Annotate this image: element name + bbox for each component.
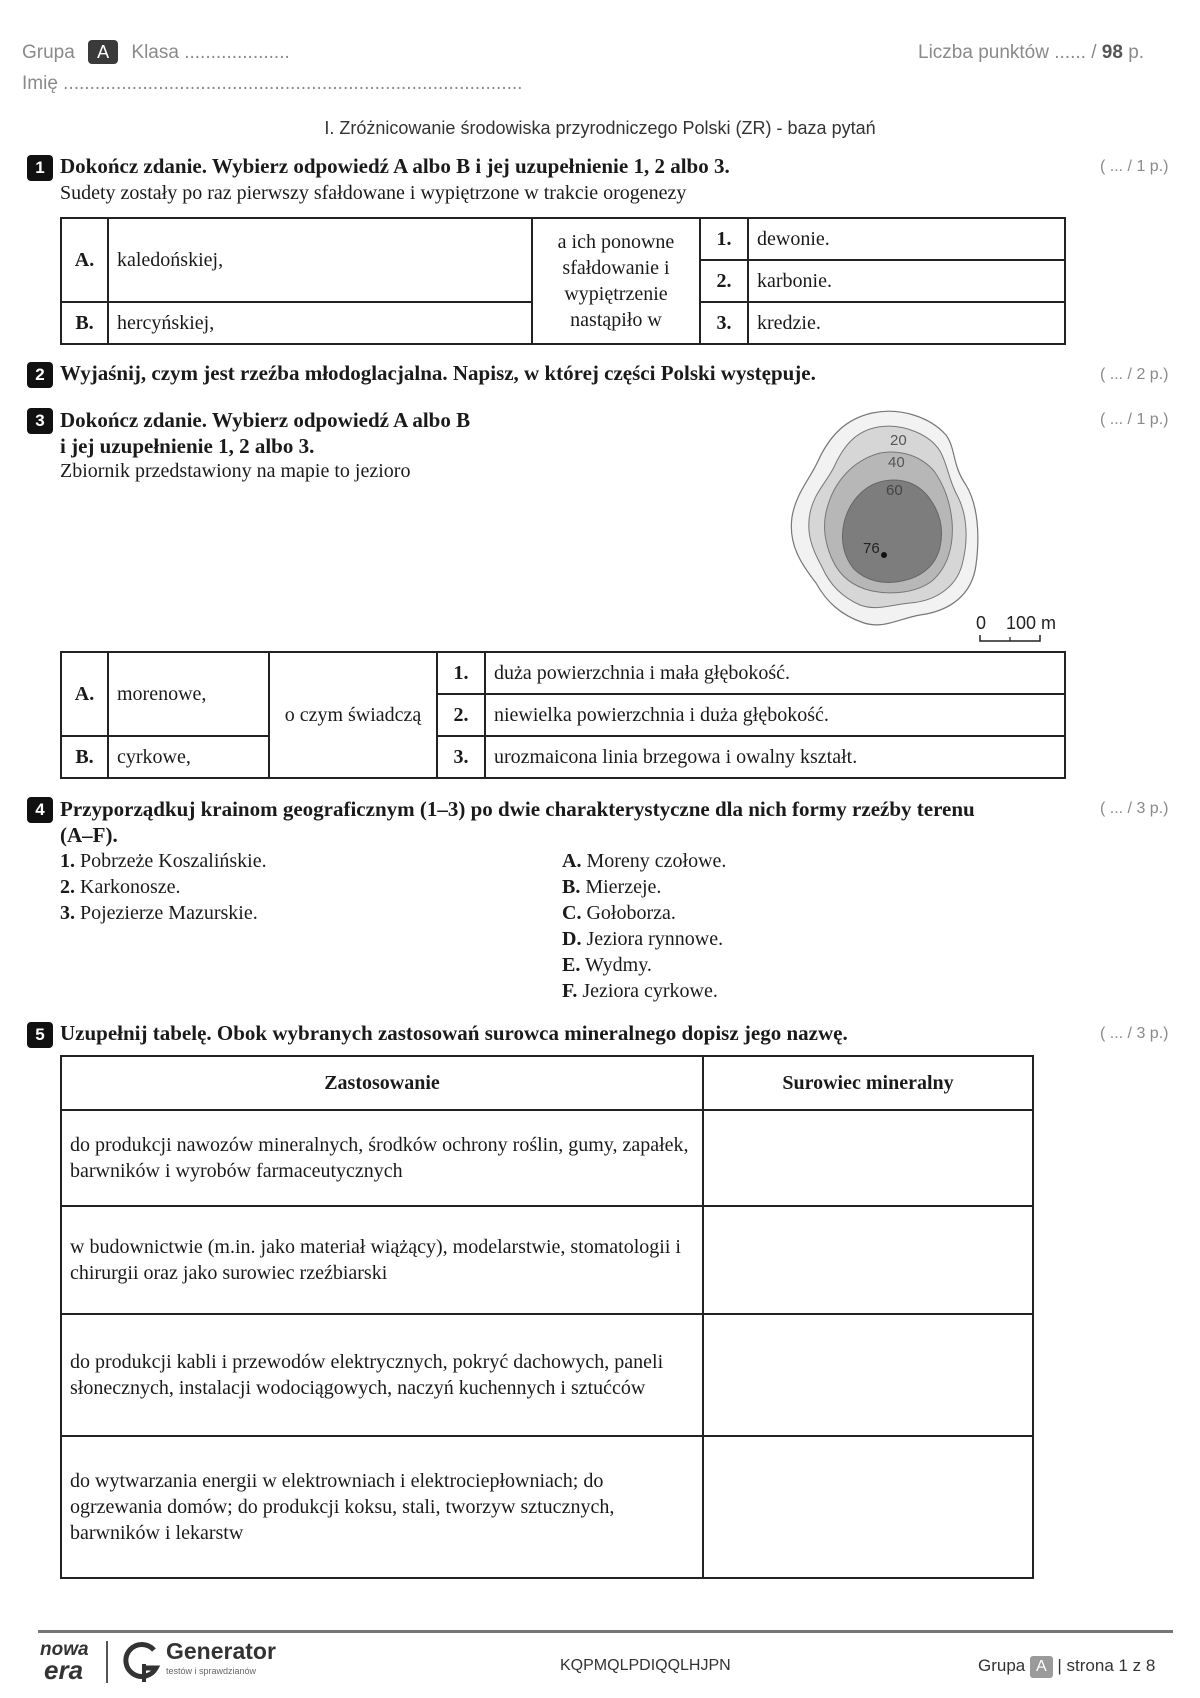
deepest-point: [881, 552, 887, 558]
option-b-text[interactable]: cyrkowe,: [108, 736, 269, 778]
question-2-text: Wyjaśnij, czym jest rzeźba młodoglacjalna. Napisz, w której części Polski występuje.: [60, 361, 816, 385]
option-a-label[interactable]: A.: [61, 652, 108, 736]
page-number: | strona 1 z 8: [1057, 1656, 1156, 1675]
option-a-text[interactable]: kaledońskiej,: [108, 218, 532, 302]
question-1-number: 1: [27, 155, 53, 181]
generator-name: Generator: [166, 1638, 276, 1664]
footer-divider: [38, 1630, 1173, 1633]
group-label: Grupa: [22, 42, 75, 63]
landforms-list: [562, 848, 726, 1004]
option-a-label[interactable]: A.: [61, 218, 108, 302]
completion-3-text[interactable]: urozmaicona linia brzegowa i owalny kształt.: [485, 736, 1065, 778]
question-3-text-line2: i jej uzupełnienie 1, 2 albo 3.: [60, 434, 315, 458]
list-item: A. Moreny czołowe.: [562, 850, 727, 872]
question-4-text-line2: (A–F).: [60, 823, 118, 847]
completion-3-text[interactable]: kredzie.: [748, 302, 1065, 344]
completion-1-text[interactable]: duża powierzchnia i mała głębokość.: [485, 652, 1065, 694]
points-total: [918, 42, 1144, 64]
list-item: 3. Pojezierze Mazurskie.: [60, 902, 258, 924]
question-3-middle: o czym świadczą: [269, 652, 437, 778]
isobath-20-label: 20: [890, 432, 907, 449]
scale-label: 100 m: [1006, 613, 1057, 633]
completion-1-text[interactable]: dewonie.: [748, 218, 1065, 260]
question-5-text: Uzupełnij tabelę. Obok wybranych zastosowań surowca mineralnego dopisz jego nazwę.: [60, 1021, 848, 1045]
completion-2-label[interactable]: 2.: [437, 694, 485, 736]
isobath-40-label: 40: [888, 454, 905, 471]
use-cell: do wytwarzania energii w elektrowniach i elektrociepłowniach; do ogrzewania domów; do produkcji koksu, stali, tworzyw sztucznych, barwników i lekarstw: [61, 1436, 703, 1578]
points-label: Liczba punktów ...... /: [918, 42, 1097, 63]
question-3-table: [60, 651, 1066, 779]
completion-3-label[interactable]: 3.: [437, 736, 485, 778]
completion-1-label[interactable]: 1.: [700, 218, 748, 260]
question-2-points: ( ... / 2 p.): [1100, 366, 1169, 383]
points-unit: p.: [1128, 42, 1145, 63]
scale-zero: 0: [976, 613, 987, 633]
list-item: B. Mierzeje.: [562, 876, 662, 898]
isobath-60-label: 60: [886, 482, 903, 499]
points-max: 98: [1101, 42, 1123, 63]
table-row: [61, 1436, 1033, 1578]
table-row: [61, 1110, 1033, 1206]
footer-group-badge: A: [1030, 1656, 1053, 1678]
answer-cell[interactable]: [703, 1206, 1033, 1314]
completion-2-text[interactable]: karbonie.: [748, 260, 1065, 302]
question-4-text: [60, 796, 975, 848]
use-cell: do produkcji kabli i przewodów elektrycznych, pokryć dachowych, paneli słonecznych, instalacji wodociągowych, naczyń kuchennych i sztućców: [61, 1314, 703, 1436]
use-cell: w budownictwie (m.in. jako materiał wiążący), modelarstwie, stomatologii i chirurgii oraz jako surowiec rzeźbiarski: [61, 1206, 703, 1314]
question-4-text-line1: Przyporządkuj krainom geograficznym (1–3) po dwie charakterystyczne dla nich formy rzeźby terenu: [60, 797, 975, 821]
class-field[interactable]: Klasa ....................: [131, 42, 290, 63]
logo-separator: [106, 1641, 108, 1683]
answer-cell[interactable]: [703, 1314, 1033, 1436]
question-3-stem: Zbiornik przedstawiony na mapie to jezioro: [60, 460, 411, 482]
page-title: I. Zróżnicowanie środowiska przyrodniczego Polski (ZR) - baza pytań: [324, 118, 876, 138]
table-row: [61, 1314, 1033, 1436]
generator-subtitle: testów i sprawdzianów: [166, 1666, 257, 1676]
question-1-points: ( ... / 1 p.): [1100, 158, 1169, 175]
question-1-middle: a ich ponowne sfałdowanie i wypiętrzenie nastąpiło w: [532, 218, 700, 344]
completion-2-text[interactable]: niewielka powierzchnia i duża głębokość.: [485, 694, 1065, 736]
use-cell: do produkcji nawozów mineralnych, środków ochrony roślin, gumy, zapałek, barwników i wyrobów farmaceutycznych: [61, 1110, 703, 1206]
generator-logo-icon: [122, 1640, 162, 1684]
option-b-text[interactable]: hercyńskiej,: [108, 302, 532, 344]
question-5-number: 5: [27, 1022, 53, 1048]
question-2-number: 2: [27, 362, 53, 388]
answer-cell[interactable]: [703, 1110, 1033, 1206]
list-item: E. Wydmy.: [562, 954, 652, 976]
group-badge: A: [88, 40, 118, 64]
list-item: F. Jeziora cyrkowe.: [562, 980, 718, 1002]
table-row: [61, 1206, 1033, 1314]
document-code: KQPMQLPDIQQLHJPN: [560, 1657, 731, 1674]
regions-list: [60, 848, 267, 926]
question-5-points: ( ... / 3 p.): [1100, 1025, 1169, 1042]
option-a-text[interactable]: morenowe,: [108, 652, 269, 736]
completion-1-label[interactable]: 1.: [437, 652, 485, 694]
question-3-text-line1: Dokończ zdanie. Wybierz odpowiedź A albo B: [60, 408, 471, 432]
completion-3-label[interactable]: 3.: [700, 302, 748, 344]
list-item: 2. Karkonosze.: [60, 876, 181, 898]
question-1-table: [60, 217, 1066, 345]
column-header-mineral: Surowiec mineralny: [703, 1056, 1033, 1110]
list-item: 1. Pobrzeże Koszalińskie.: [60, 850, 267, 872]
lake-depth-map: [780, 405, 1070, 645]
question-3-points: ( ... / 1 p.): [1100, 411, 1169, 428]
footer-group: [978, 1656, 1155, 1678]
answer-cell[interactable]: [703, 1436, 1033, 1578]
question-4-number: 4: [27, 797, 53, 823]
deepest-point-label: 76: [863, 540, 880, 557]
option-b-label[interactable]: B.: [61, 736, 108, 778]
question-5-table: [60, 1055, 1034, 1579]
footer-group-label: Grupa: [978, 1656, 1026, 1675]
list-item: C. Gołoborza.: [562, 902, 676, 924]
column-header-use: Zastosowanie: [61, 1056, 703, 1110]
question-3-number: 3: [27, 408, 53, 434]
list-item: D. Jeziora rynnowe.: [562, 928, 724, 950]
question-4-points: ( ... / 3 p.): [1100, 800, 1169, 817]
nowa-era-logo: nowa era: [40, 1639, 89, 1685]
name-field[interactable]: Imię .......................................................................................: [22, 73, 523, 94]
question-1-stem: Sudety zostały po raz pierwszy sfałdowane i wypiętrzone w trakcie orogenezy: [60, 182, 687, 204]
option-b-label[interactable]: B.: [61, 302, 108, 344]
group-line: [22, 40, 290, 64]
question-1-text: Dokończ zdanie. Wybierz odpowiedź A albo B i jej uzupełnienie 1, 2 albo 3.: [60, 154, 730, 178]
completion-2-label[interactable]: 2.: [700, 260, 748, 302]
question-3-text: [60, 407, 470, 459]
